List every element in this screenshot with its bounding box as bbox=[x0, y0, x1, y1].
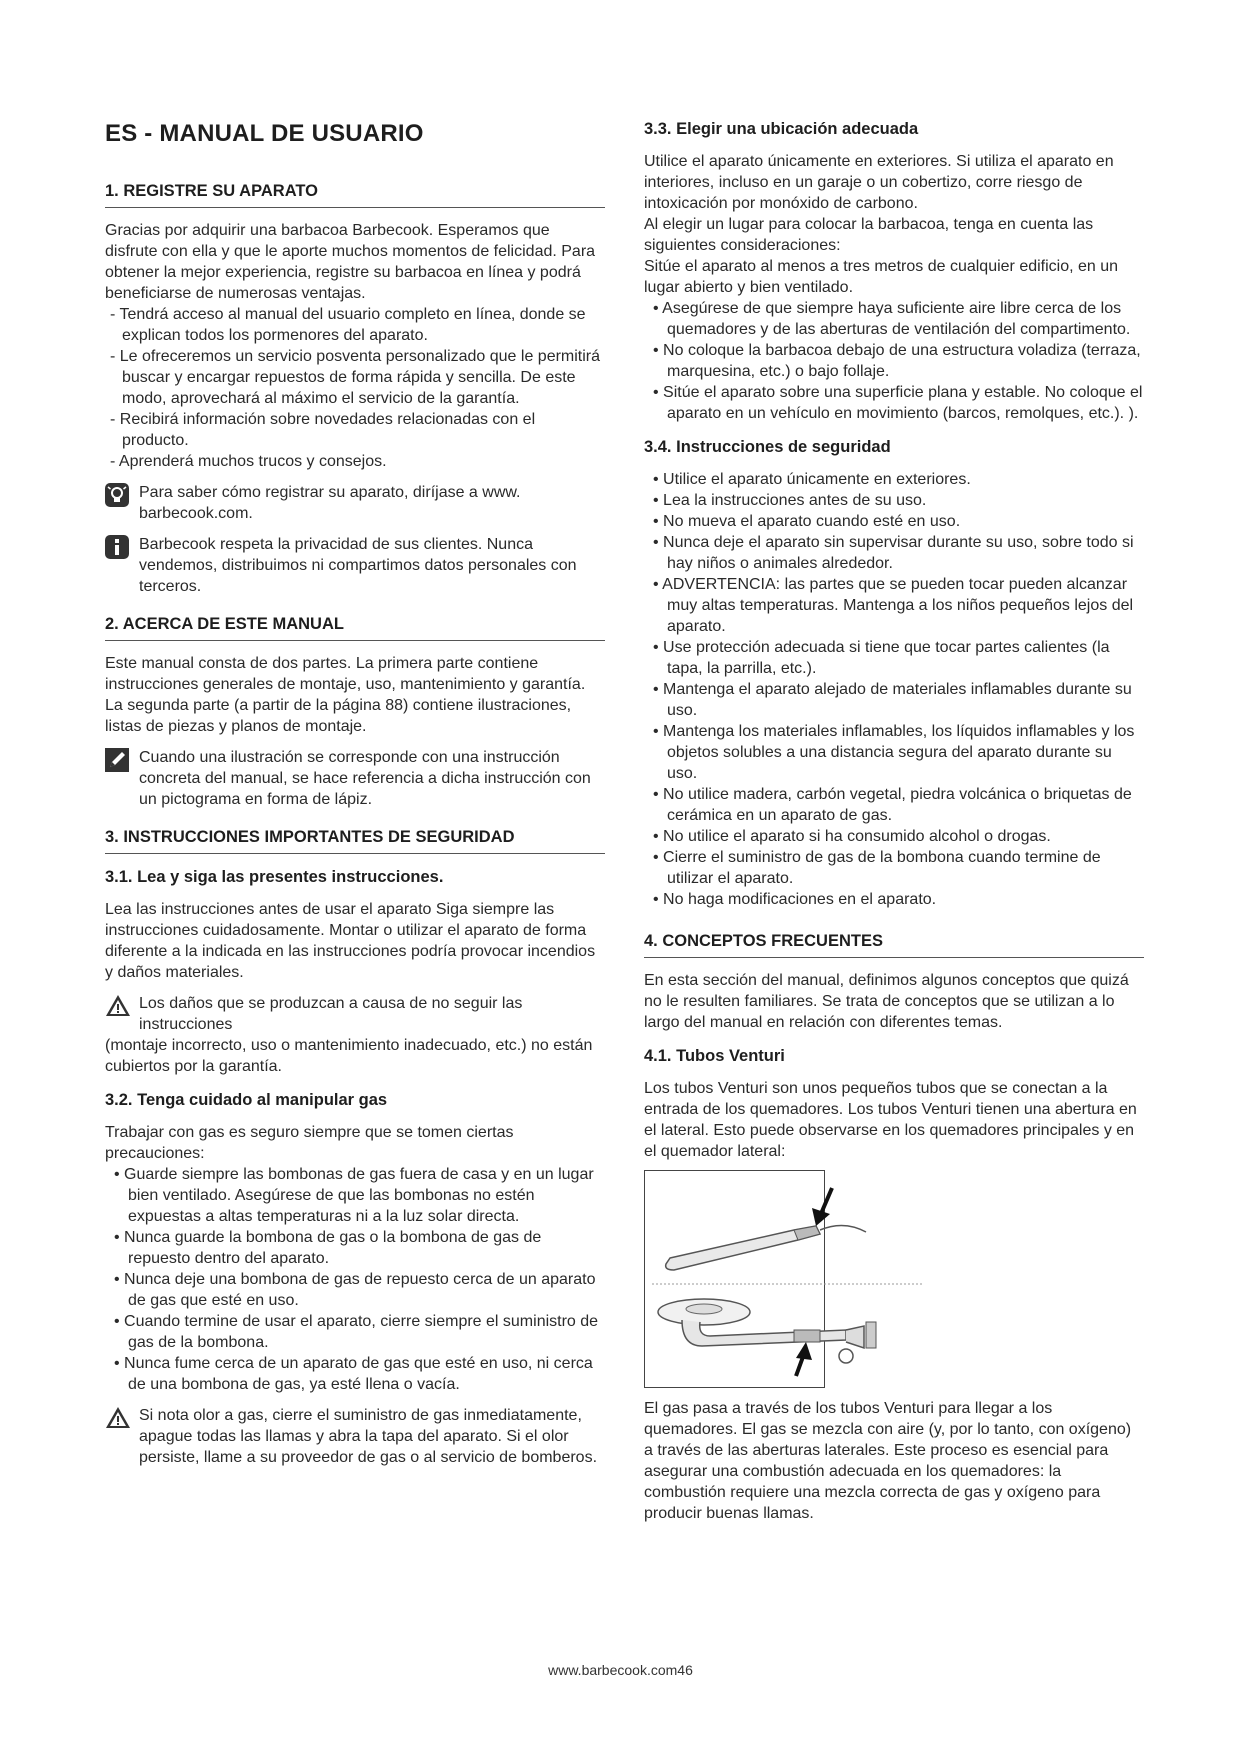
list-item: - Le ofreceremos un servicio posventa personalizado que le permitirá buscar y encargar repuestos de forma rápida y sencilla. De este modo, aprovechará al máximo el servicio de la garantía. bbox=[110, 348, 601, 407]
section-2-heading: 2. ACERCA DE ESTE MANUAL bbox=[105, 615, 605, 641]
subsection-4-1-heading: 4.1. Tubos Venturi bbox=[644, 1047, 785, 1065]
list-item: - Recibirá información sobre novedades relacionadas con el producto. bbox=[110, 411, 536, 449]
list-item: • No utilice madera, carbón vegetal, piedra volcánica o briquetas de cerámica en un aparato de gas. bbox=[653, 786, 1132, 824]
right-column bbox=[644, 108, 1144, 1524]
page-title: ES - MANUAL DE USUARIO bbox=[105, 120, 424, 147]
section-2-paragraph: Este manual consta de dos partes. La primera parte contiene instrucciones generales de montaje, uso, mantenimiento y garantía. bbox=[105, 655, 586, 693]
subsection-4-1-paragraph: El gas pasa a través de los tubos Venturi para llegar a los quemadores. El gas se mezcla con aire (y, por lo tanto, con oxígeno) a través de las aberturas laterales. Este proceso es esencial para asegurar una combustión adecuada en los quemadores: la combustión requiere una mezcla correcta de gas y oxígeno para producir buenas llamas. bbox=[644, 1400, 1132, 1522]
safety-list bbox=[644, 469, 1144, 910]
section-4-heading: 4. CONCEPTOS FRECUENTES bbox=[644, 932, 1144, 958]
list-item: • Lea la instrucciones antes de su uso. bbox=[653, 492, 927, 509]
gas-precautions-list bbox=[105, 1164, 605, 1395]
subsection-3-3-paragraph: Utilice el aparato únicamente en exteriores. Si utiliza el aparato en interiores, incluso en un garaje o un cobertizo, corre riesgo de intoxicación por monóxido de carbono. bbox=[644, 153, 1114, 212]
tip-note bbox=[105, 482, 605, 524]
list-item: • No coloque la barbacoa debajo de una estructura voladiza (terraza, marquesina, etc.) o bajo follaje. bbox=[653, 342, 1141, 380]
subsection-3-1-text: Lea las instrucciones antes de usar el aparato Siga siempre las instrucciones cuidadosamente. Montar o utilizar el aparato de forma diferente a la indicada en las instrucciones podría provocar incendios y daños materiales. bbox=[105, 901, 596, 981]
list-item: • Utilice el aparato únicamente en exteriores. bbox=[653, 471, 971, 488]
pencil-note-text: Cuando una ilustración se corresponde con una instrucción concreta del manual, se hace referencia a dicha instrucción con un pictograma en forma de lápiz. bbox=[139, 749, 591, 808]
list-item: • No utilice el aparato si ha consumido alcohol o drogas. bbox=[653, 828, 1051, 845]
pencil-icon bbox=[105, 748, 129, 778]
list-item: - Tendrá acceso al manual del usuario completo en línea, donde se explican todos los pormenores del aparato. bbox=[110, 306, 586, 344]
subsection-3-2-heading: 3.2. Tenga cuidado al manipular gas bbox=[105, 1091, 388, 1109]
list-item: • Nunca fume cerca de un aparato de gas que esté en uso, ni cerca de una bombona de gas, ya esté llena o vacía. bbox=[114, 1355, 593, 1393]
subsection-3-2-text: Trabajar con gas es seguro siempre que se tomen ciertas precauciones: bbox=[105, 1124, 514, 1162]
section-3-heading: 3. INSTRUCCIONES IMPORTANTES DE SEGURIDAD bbox=[105, 828, 605, 854]
lightbulb-icon bbox=[105, 483, 129, 513]
list-item: • Cierre el suministro de gas de la bombona cuando termine de utilizar el aparato. bbox=[653, 849, 1101, 887]
list-item: • Mantenga el aparato alejado de materiales inflamables durante su uso. bbox=[653, 681, 1132, 719]
warning-note-text: Los daños que se produzcan a causa de no seguir las instrucciones bbox=[139, 995, 523, 1033]
info-note-text: Barbecook respeta la privacidad de sus clientes. Nunca vendemos, distribuimos ni compartimos datos personales con terceros. bbox=[139, 536, 577, 595]
warning-icon bbox=[105, 994, 131, 1023]
section-1-intro: Gracias por adquirir una barbacoa Barbecook. Esperamos que disfrute con ella y que le aporte muchos momentos de felicidad. Para obtener la mejor experiencia, registre su barbacoa en línea y podrá beneficiarse de numerosas ventajas. bbox=[105, 222, 596, 302]
list-item: - Aprenderá muchos trucos y consejos. bbox=[110, 453, 387, 470]
list-item: • No mueva el aparato cuando esté en uso. bbox=[653, 513, 961, 530]
warning-note bbox=[105, 993, 605, 1035]
info-note bbox=[105, 534, 605, 597]
info-icon bbox=[105, 535, 129, 565]
gas-warning-note-text: Si nota olor a gas, cierre el suministro de gas inmediatamente, apague todas las llamas y abra la tapa del aparato. Si el olor persiste, llame a su proveedor de gas o al servicio de bomberos. bbox=[139, 1407, 598, 1466]
section-2-paragraph: La segunda parte (a partir de la página 88) contiene ilustraciones, listas de piezas y planos de montaje. bbox=[105, 697, 572, 735]
left-column bbox=[105, 108, 605, 1478]
list-item: • No haga modificaciones en el aparato. bbox=[653, 891, 937, 908]
section-4-intro: En esta sección del manual, definimos algunos conceptos que quizá no le resulten familiares. Se trata de conceptos que se utilizan a lo largo del manual en relación con diferentes temas. bbox=[644, 972, 1129, 1031]
list-item: • Sitúe el aparato sobre una superficie plana y estable. No coloque el aparato en un vehículo en movimiento (barcos, remolques, etc.). ). bbox=[653, 384, 1143, 422]
list-item: • Asegúrese de que siempre haya suficiente aire libre cerca de los quemadores y de las aberturas de ventilación del compartimento. bbox=[653, 300, 1131, 338]
list-item: • ADVERTENCIA: las partes que se pueden tocar pueden alcanzar muy altas temperaturas. Mantenga a los niños pequeños lejos del aparato. bbox=[653, 576, 1134, 635]
list-item: • Nunca deje el aparato sin supervisar durante su uso, sobre todo si hay niños o animales alrededor. bbox=[653, 534, 1134, 572]
list-item: • Mantenga los materiales inflamables, los líquidos inflamables y los objetos solubles a una distancia segura del aparato durante su uso. bbox=[653, 723, 1135, 782]
gas-warning-note bbox=[105, 1405, 605, 1468]
subsection-3-3-heading: 3.3. Elegir una ubicación adecuada bbox=[644, 120, 919, 138]
location-list bbox=[644, 298, 1144, 424]
subsection-3-3-paragraph: Al elegir un lugar para colocar la barbacoa, tenga en cuenta las siguientes consideraciones: bbox=[644, 216, 1094, 254]
pencil-note bbox=[105, 747, 605, 810]
list-item: • Guarde siempre las bombonas de gas fuera de casa y en un lugar bien ventilado. Asegúrese de que las bombonas no estén expuestas a altas temperaturas ni a la luz solar directa. bbox=[114, 1166, 594, 1225]
list-item: • Use protección adecuada si tiene que tocar partes calientes (la tapa, la parrilla, etc.). bbox=[653, 639, 1110, 677]
subsection-4-1-paragraph: Los tubos Venturi son unos pequeños tubos que se conectan a la entrada de los quemadores. Los tubos Venturi tienen una abertura en el lateral. Esto puede observarse en los quemadores principales y en el quemador lateral: bbox=[644, 1080, 1137, 1160]
warning-note-continuation: (montaje incorrecto, uso o mantenimiento inadecuado, etc.) no están cubiertos por la garantía. bbox=[105, 1037, 593, 1075]
subsection-3-3-paragraph: Sitúe el aparato al menos a tres metros de cualquier edificio, en un lugar abierto y bien ventilado. bbox=[644, 258, 1119, 296]
list-item: • Cuando termine de usar el aparato, cierre siempre el suministro de gas de la bombona. bbox=[114, 1313, 599, 1351]
list-item: • Nunca guarde la bombona de gas o la bombona de gas de repuesto dentro del aparato. bbox=[114, 1229, 542, 1267]
list-item: • Nunca deje una bombona de gas de repuesto cerca de un aparato de gas que esté en uso. bbox=[114, 1271, 596, 1309]
page-footer: www.barbecook.com46 bbox=[548, 1662, 693, 1678]
tip-note-text: Para saber cómo registrar su aparato, diríjase a www. barbecook.com. bbox=[139, 484, 521, 522]
subsection-3-4-heading: 3.4. Instrucciones de seguridad bbox=[644, 438, 891, 456]
subsection-3-1-heading: 3.1. Lea y siga las presentes instrucciones. bbox=[105, 868, 444, 886]
section-1-heading: 1. REGISTRE SU APARATO bbox=[105, 182, 605, 208]
venturi-illustration bbox=[644, 1170, 926, 1388]
warning-icon bbox=[105, 1406, 131, 1435]
